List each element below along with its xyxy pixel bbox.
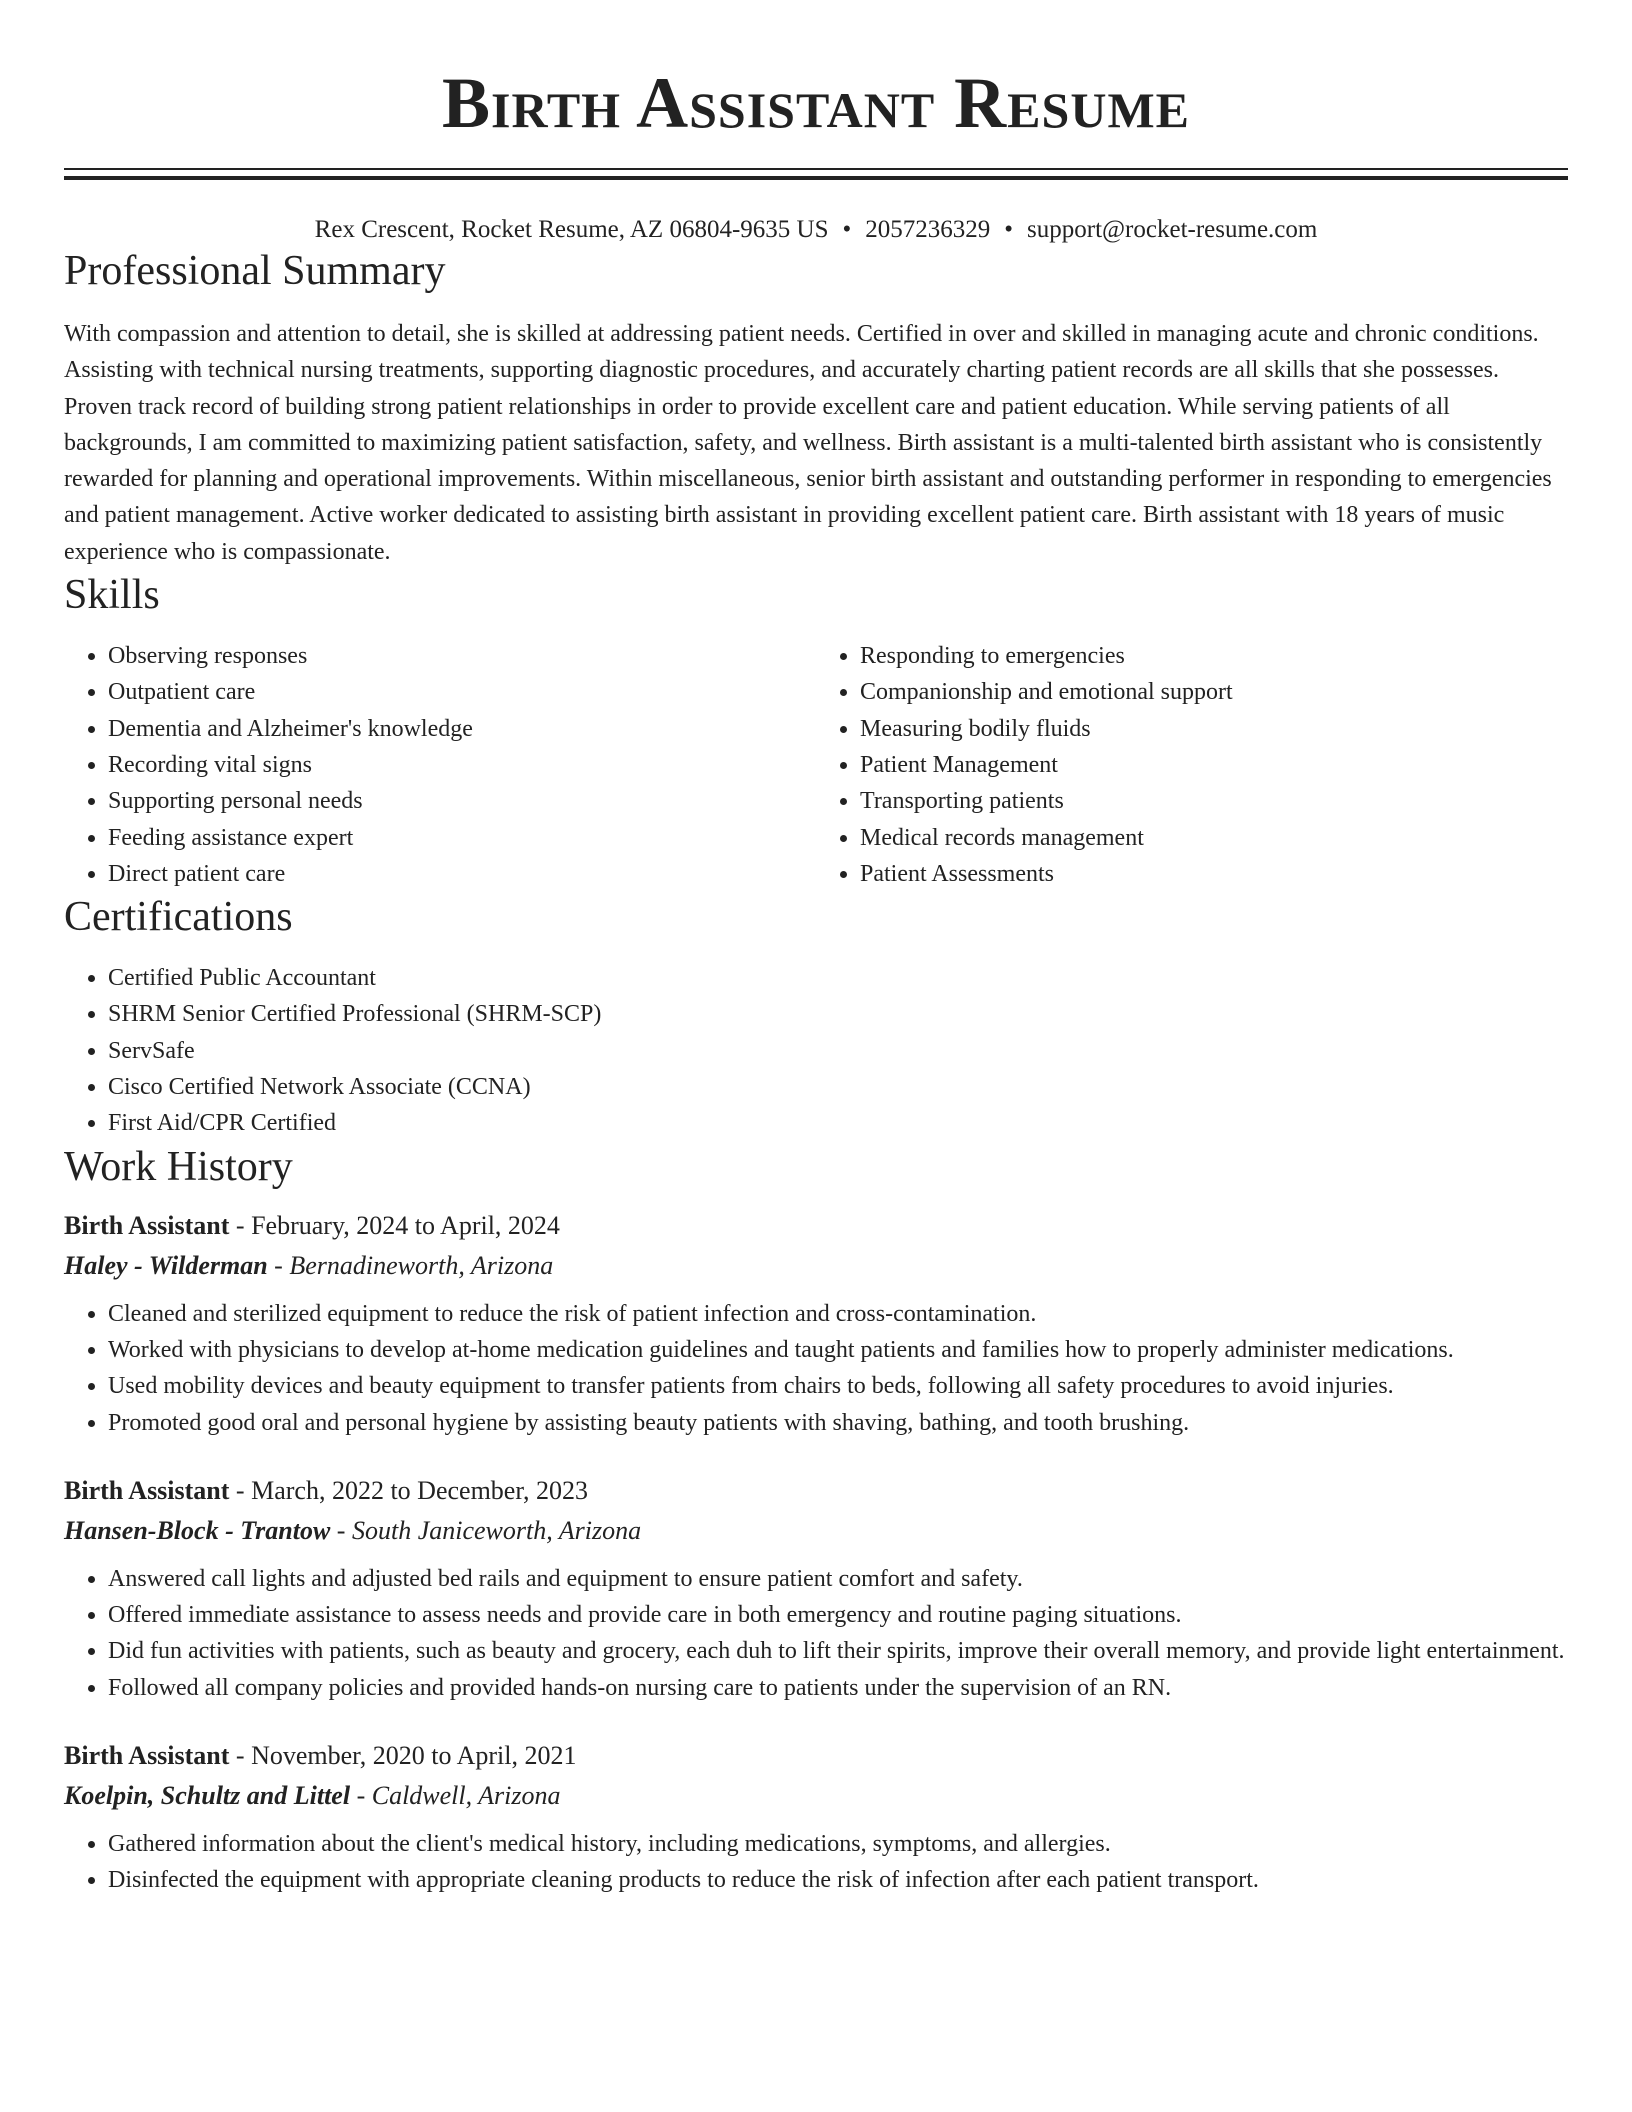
job-dash: - bbox=[350, 1781, 372, 1811]
skill-item: • Responding to emergencies bbox=[860, 638, 1568, 674]
job-entry bbox=[64, 1471, 1568, 1706]
job-company: Haley - Wilderman bbox=[64, 1250, 268, 1280]
work-history-heading: Work History bbox=[64, 1143, 293, 1190]
skill-item: • Medical records management bbox=[860, 820, 1568, 856]
skill-item: • Dementia and Alzheimer's knowledge bbox=[108, 711, 816, 747]
skill-item: • Recording vital signs bbox=[108, 747, 816, 783]
header-rule-bottom bbox=[64, 176, 1568, 180]
certifications-heading: Certifications bbox=[64, 894, 293, 941]
contact-email: support@rocket-resume.com bbox=[1027, 216, 1318, 243]
skills-list-left bbox=[64, 638, 816, 892]
certification-item: • ServSafe bbox=[108, 1033, 1568, 1069]
certification-item: • First Aid/CPR Certified bbox=[108, 1105, 1568, 1141]
job-role: Birth Assistant bbox=[64, 1741, 230, 1771]
contact-line bbox=[64, 214, 1568, 246]
job-duty: • Offered immediate assistance to assess needs and provide care in both emergency and routine paging situations. bbox=[108, 1597, 1568, 1633]
job-title-line bbox=[64, 1471, 1568, 1511]
job-title-line bbox=[64, 1206, 1568, 1246]
certification-item: • SHRM Senior Certified Professional (SHRM-SCP) bbox=[108, 996, 1568, 1032]
job-duties-list bbox=[64, 1561, 1568, 1706]
certifications-list bbox=[64, 960, 1568, 1141]
job-company-line bbox=[64, 1511, 1568, 1551]
contact-separator: • bbox=[842, 216, 852, 243]
skill-item: • Outpatient care bbox=[108, 674, 816, 710]
job-entry bbox=[64, 1206, 1568, 1441]
job-entry bbox=[64, 1736, 1568, 1899]
summary-heading: Professional Summary bbox=[64, 248, 446, 294]
certification-item: • Certified Public Accountant bbox=[108, 960, 1568, 996]
skill-item: • Measuring bodily fluids bbox=[860, 711, 1568, 747]
summary-text: With compassion and attention to detail, she is skilled at addressing patient needs. Certified in over and skilled in managing acute and chronic conditions. Assisting with technical nursing treatments, supporting diagnostic procedures, and accurately charting patient records are all skills that she possesses. Proven track record of building strong patient relationships in order to provide excellent care and patient education. While serving patients of all backgrounds, I am committed to maximizing patient satisfaction, safety, and wellness. Birth assistant is a multi-talented birth assistant who is consistently rewarded for planning and operational improvements. Within miscellaneous, senior birth assistant and outstanding performer in responding to emergencies and patient management. Active worker dedicated to assisting birth assistant in providing excellent patient care. Birth assistant with 18 years of music experience who is compassionate. bbox=[64, 321, 1552, 565]
job-duty: • Did fun activities with patients, such as beauty and grocery, each duh to lift their spirits, improve their overall memory, and provide light entertainment. bbox=[108, 1633, 1568, 1669]
job-location: Bernadineworth, Arizona bbox=[289, 1250, 554, 1280]
page-title: Birth Assistant Resume bbox=[442, 63, 1190, 143]
job-dash: - bbox=[229, 1210, 252, 1240]
job-role: Birth Assistant bbox=[64, 1210, 230, 1240]
skill-item: • Observing responses bbox=[108, 638, 816, 674]
job-company: Koelpin, Schultz and Littel bbox=[64, 1781, 351, 1811]
job-duties-list bbox=[64, 1296, 1568, 1441]
contact-address: Rex Crescent, Rocket Resume, AZ 06804-9635 US bbox=[314, 216, 829, 243]
skill-item: • Companionship and emotional support bbox=[860, 674, 1568, 710]
job-duty: • Gathered information about the client's medical history, including medications, symptoms, and allergies. bbox=[108, 1826, 1568, 1862]
skill-item: • Transporting patients bbox=[860, 783, 1568, 819]
skill-item: • Direct patient care bbox=[108, 856, 816, 892]
job-duty: • Answered call lights and adjusted bed rails and equipment to ensure patient comfort and safety. bbox=[108, 1561, 1568, 1597]
header-rule-top bbox=[64, 168, 1568, 170]
job-dash: - bbox=[330, 1515, 352, 1545]
resume-page bbox=[64, 0, 1568, 1899]
job-duty: • Worked with physicians to develop at-home medication guidelines and taught patients and families how to properly administer medications. bbox=[108, 1332, 1568, 1368]
job-dash: - bbox=[229, 1475, 252, 1505]
job-dash: - bbox=[229, 1741, 252, 1771]
skill-item: • Feeding assistance expert bbox=[108, 820, 816, 856]
job-title-line bbox=[64, 1736, 1568, 1776]
job-duty: • Disinfected the equipment with appropriate cleaning products to reduce the risk of infection after each patient transport. bbox=[108, 1862, 1568, 1898]
certification-item: • Cisco Certified Network Associate (CCNA) bbox=[108, 1069, 1568, 1105]
skill-item: • Patient Management bbox=[860, 747, 1568, 783]
skills-grid bbox=[64, 638, 1568, 892]
contact-phone: 2057236329 bbox=[865, 216, 991, 243]
job-role: Birth Assistant bbox=[64, 1475, 230, 1505]
skill-item: • Supporting personal needs bbox=[108, 783, 816, 819]
job-duty: • Followed all company policies and provided hands-on nursing care to patients under the supervision of an RN. bbox=[108, 1670, 1568, 1706]
job-duty: • Promoted good oral and personal hygiene by assisting beauty patients with shaving, bathing, and tooth brushing. bbox=[108, 1405, 1568, 1441]
job-duty: • Cleaned and sterilized equipment to reduce the risk of patient infection and cross-contamination. bbox=[108, 1296, 1568, 1332]
contact-separator: • bbox=[1004, 216, 1014, 243]
skills-list-right bbox=[816, 638, 1568, 892]
job-company-line bbox=[64, 1776, 1568, 1816]
job-duties-list bbox=[64, 1826, 1568, 1899]
skills-heading: Skills bbox=[64, 572, 160, 619]
job-duty: • Used mobility devices and beauty equipment to transfer patients from chairs to beds, following all safety procedures to avoid injuries. bbox=[108, 1368, 1568, 1404]
job-dates: March, 2022 to December, 2023 bbox=[251, 1475, 588, 1505]
job-location: Caldwell, Arizona bbox=[371, 1781, 561, 1811]
job-company: Hansen-Block - Trantow bbox=[64, 1515, 331, 1545]
job-dash: - bbox=[267, 1250, 290, 1280]
job-location: South Janiceworth, Arizona bbox=[351, 1515, 642, 1545]
skill-item: • Patient Assessments bbox=[860, 856, 1568, 892]
job-dates: February, 2024 to April, 2024 bbox=[251, 1210, 560, 1240]
job-dates: November, 2020 to April, 2021 bbox=[251, 1741, 577, 1771]
job-company-line bbox=[64, 1246, 1568, 1286]
